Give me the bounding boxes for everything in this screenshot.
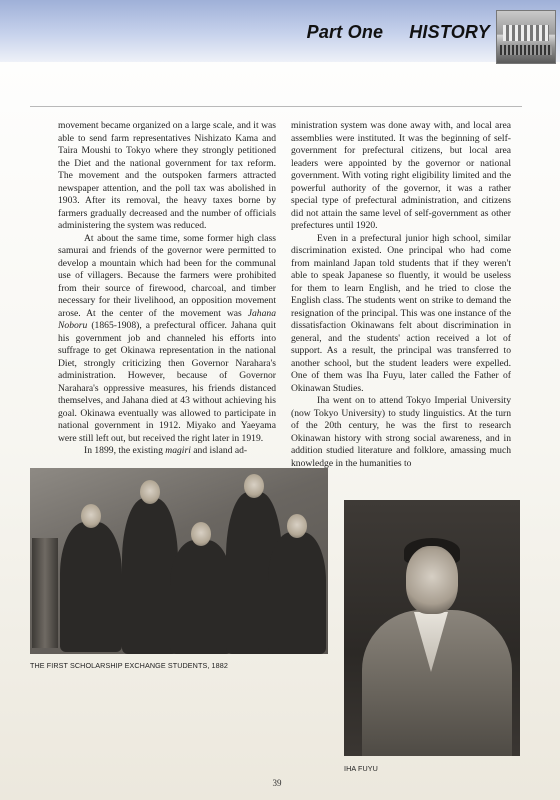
section-label: HISTORY <box>409 22 490 42</box>
text-run: In 1899, the existing <box>84 445 166 456</box>
paragraph: Iha went on to attend Tokyo Imperial University (now Tokyo University) to study linguistics. At the turn of the 20th century, he was the first to research Okinawan history with strong social awareness, and in addition studied literature and folklore, amassing much knowledge in the humanities to <box>291 395 511 469</box>
text-column-left <box>58 120 276 458</box>
photo-table <box>32 538 58 648</box>
running-header <box>307 22 490 43</box>
paragraph <box>58 445 276 458</box>
page-number: 39 <box>272 778 282 788</box>
text-run: and island ad- <box>190 445 248 456</box>
group-photo-caption: THE FIRST SCHOLARSHIP EXCHANGE STUDENTS, 1882 <box>30 661 228 670</box>
portrait-caption: IHA FUYU <box>344 764 378 773</box>
italic-term: Jahana Noboru <box>58 307 276 331</box>
photo-figure <box>60 522 122 652</box>
paragraph: movement became organized on a large scale, and it was able to send farm representatives Nishizato Kama and Taira Moushi to Tokyo where they strongly petitioned the Diet and the national government for tax reform. The movement and the outspoken farmers attracted newspaper attention, and the poll tax was abolished in 1903. After its removal, the heavy taxes borne by farmers gradually decreased and the number of officials administering the system was reduced. <box>58 120 276 231</box>
portrait-photo <box>344 500 520 756</box>
italic-term: magiri <box>165 445 191 456</box>
part-label: Part One <box>306 22 384 42</box>
portrait-face <box>406 546 458 614</box>
text-run: (1865-1908), a prefectural officer. Jahana quit his government job and channeled his efforts into suffrage to get Okinawa representation in the national Diet, strongly criticizing then Governor Narahara's administration. However, because of Governor Narahara's oppressive measures, his friends distanced themselves, and Jahana died at 43 without achieving his goal. Okinawa eventually was allowed to participate in national government in 1912. Miyako and Yaeyama were still left out, but received the right later in 1919. <box>58 320 276 444</box>
header-thumbnail-photo <box>496 10 556 64</box>
header-rule <box>30 106 522 107</box>
group-photo <box>30 468 328 654</box>
photo-figure <box>268 532 326 654</box>
text-run: At about the same time, some former high class samurai and friends of the governor were permitted to develop a mountain which had been for the communal use of villagers. Because the farmers were prohibited from their source of firewood, charcoal, and timber necessary for their livelihood, an opposition movement arose. At the center of the movement was <box>58 232 276 319</box>
paragraph <box>58 233 276 446</box>
photo-figure <box>170 540 232 654</box>
paragraph: ministration system was done away with, and local area assemblies were instituted. It was the beginning of self-government for prefectural citizens, but local area leaders were appointed by the governor or national government. With voting right eligibility limited and the powerful authority of the governor, it was a rather special type of prefectural administration, and citizens did not attain the same level of self-government as other prefectures until 1920. <box>291 120 511 231</box>
paragraph: Even in a prefectural junior high school, similar discrimination existed. One principal who had come from mainland Japan told students that if they weren't able to speak Japanese so fluently, it would be useless for them to learn English, and he tried to close the English class. The students went on strike to demand the resignation of the principal. This was one instance of the dissatisfaction Okinawans felt about discrimination in general, and the students' action received a lot of support. As a result, the principal was transferred to another school, but the student leaders were expelled. One of them was Iha Fuyu, later called the Father of Okinawan Studies. <box>291 232 511 394</box>
text-column-right <box>291 120 511 470</box>
